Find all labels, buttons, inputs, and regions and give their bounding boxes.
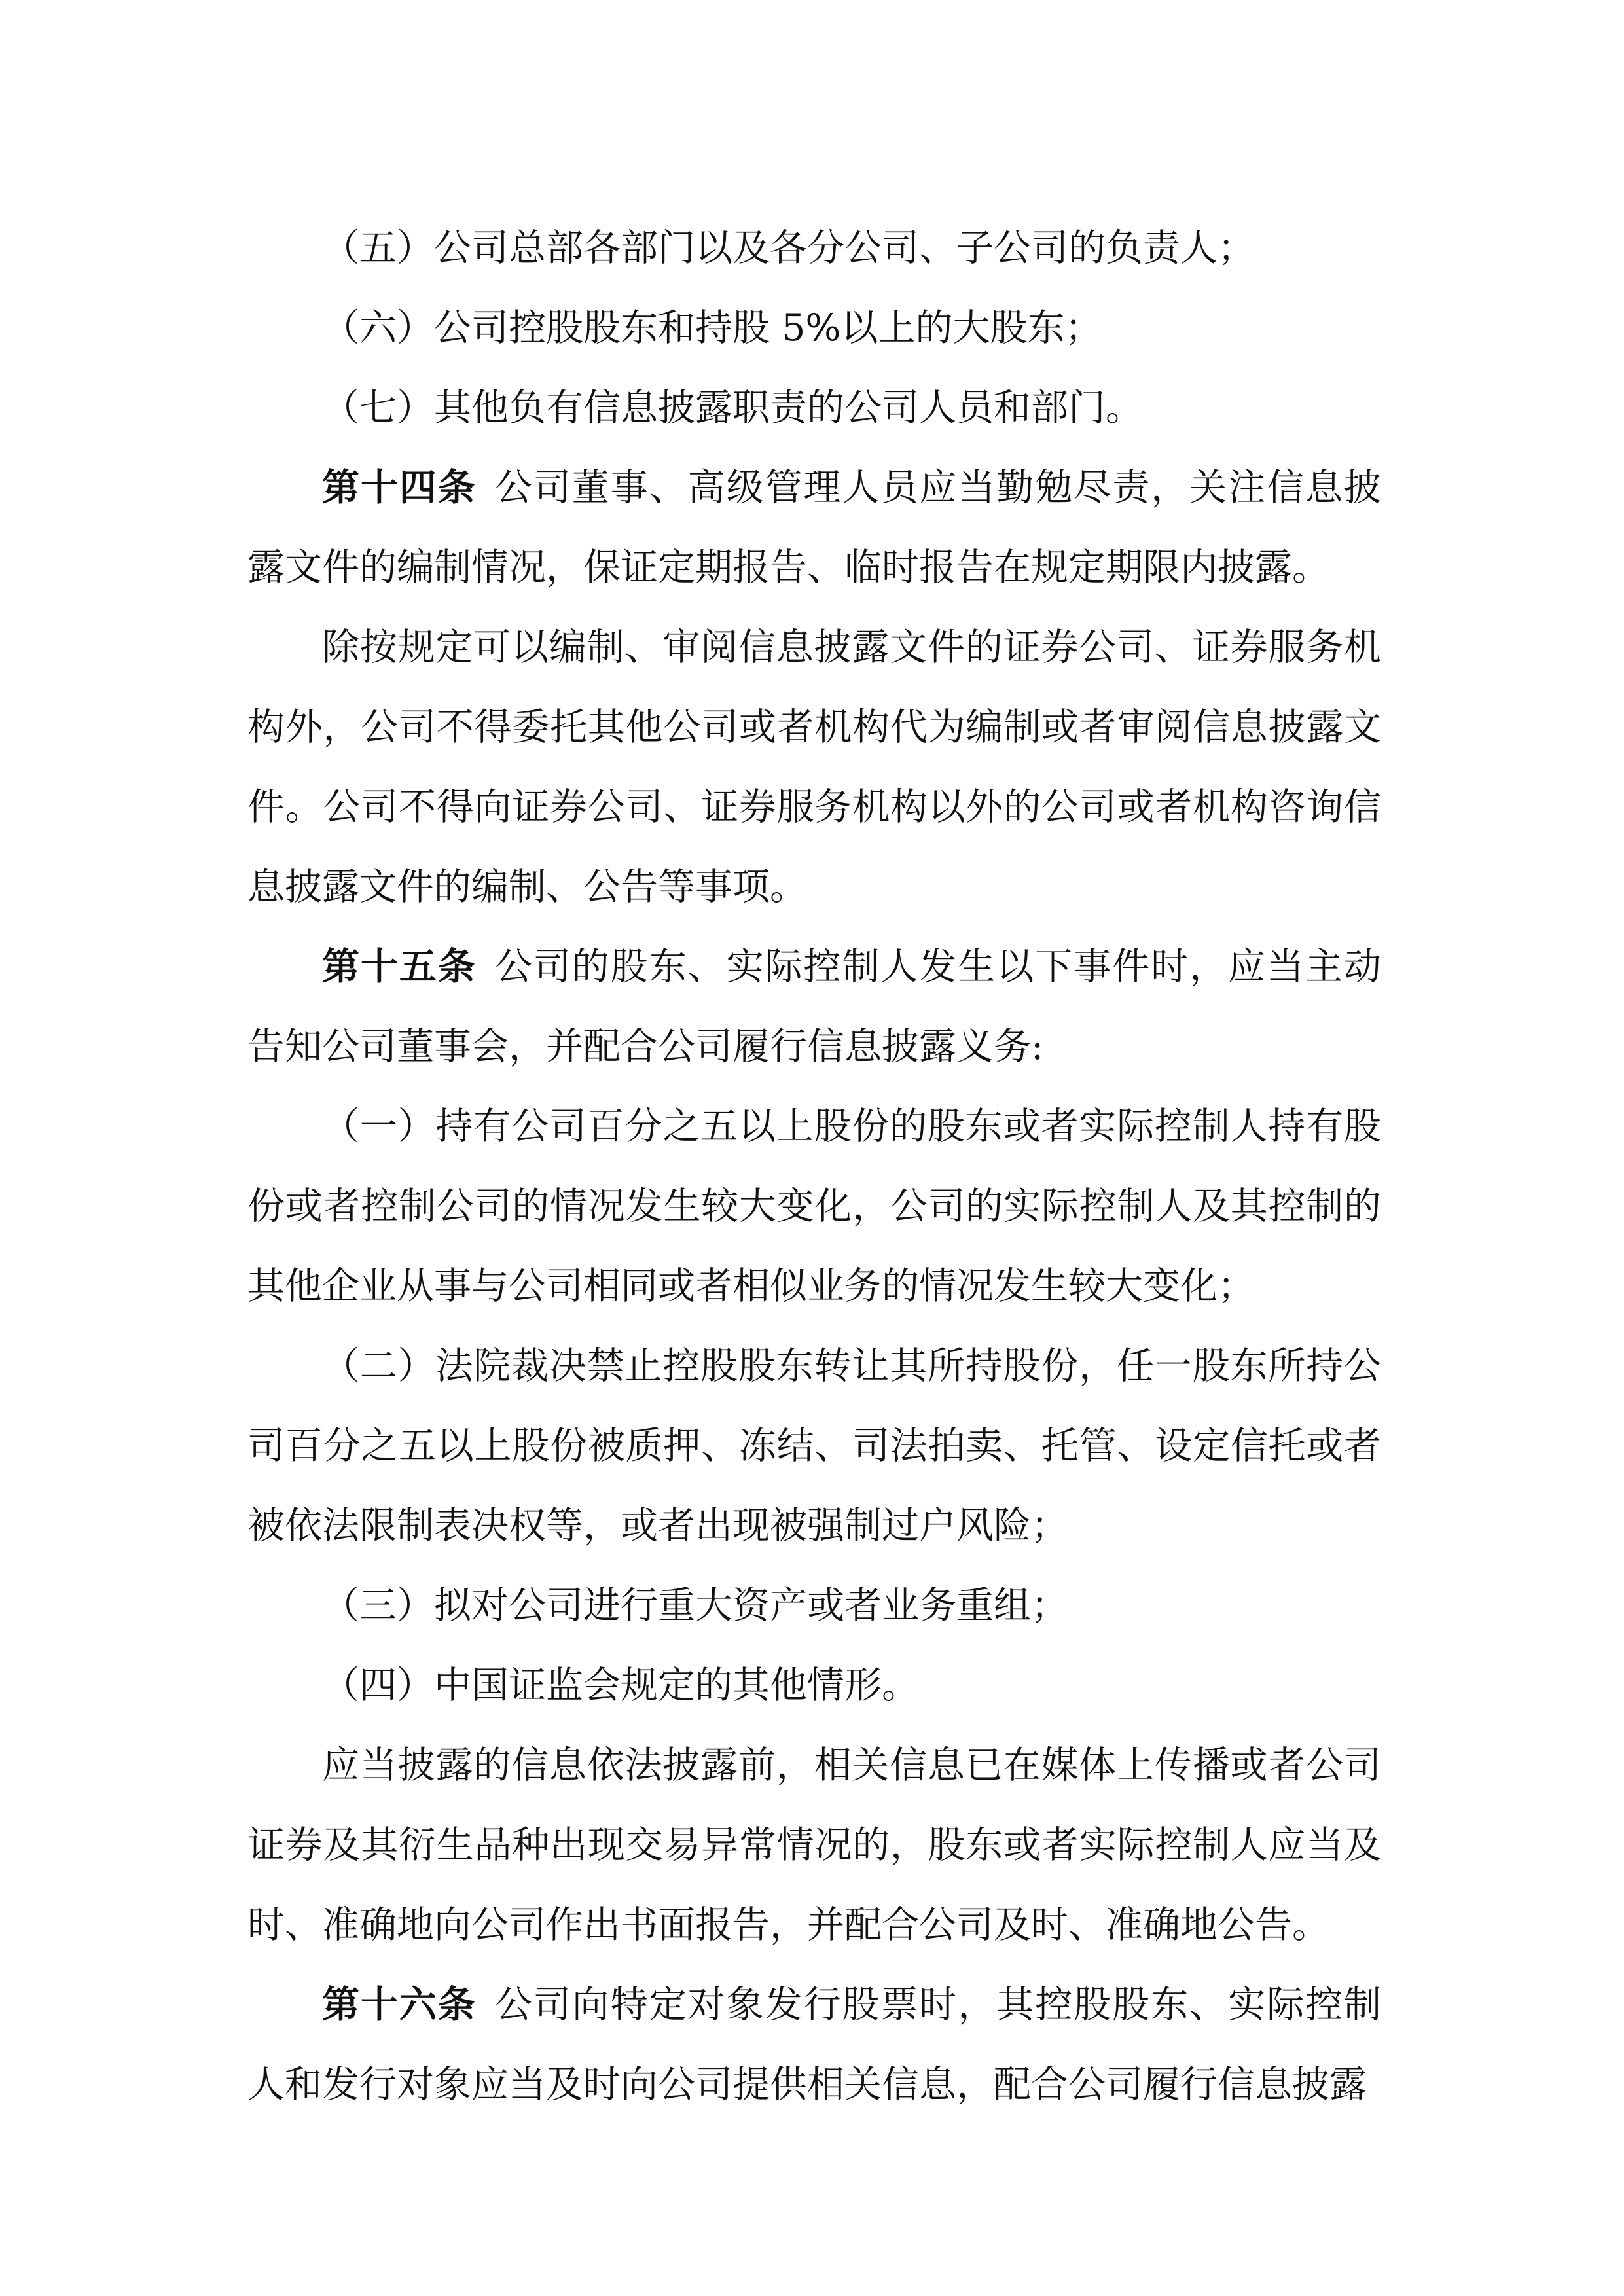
article-15-item-4 [247,1645,1381,1725]
paragraph-text: 应当披露的信息依法披露前，相关信息已在媒体上传播或者公司证券及其衍生品种出现交易异常情况的，股东或者实际控制人应当及时、准确地向公司作出书面报告，并配合公司及时、准确地公告。 [247,1744,1381,1946]
list-item-6 [247,288,1381,368]
list-item-5 [247,208,1381,288]
paragraph-text: （七）其他负有信息披露职责的公司人员和部门。 [322,386,1143,429]
paragraph-text: （三）拟对公司进行重大资产或者业务重组； [322,1584,1068,1627]
article-15 [247,927,1381,1086]
paragraph-text: （一）持有公司百分之五以上股份的股东或者实际控制人持有股份或者控制公司的情况发生较大变化，公司的实际控制人及其控制的其他企业从事与公司相同或者相似业务的情况发生较大变化； [247,1105,1381,1308]
article-number: 第十四条 [322,466,477,509]
paragraph-text: 公司董事、高级管理人员应当勤勉尽责，关注信息披露文件的编制情况，保证定期报告、临时报告在规定期限内披露。 [247,466,1382,589]
article-number: 第十六条 [322,1983,477,2026]
paragraph-text: （四）中国证监会规定的其他情形。 [322,1664,919,1707]
list-item-7 [247,368,1381,448]
paragraph-text: 公司向特定对象发行股票时，其控股股东、实际控制人和发行对象应当及时向公司提供相关信息，配合公司履行信息披露 [247,1983,1382,2106]
article-15-item-3 [247,1566,1381,1645]
paragraph-text: （二）法院裁决禁止控股股东转让其所持股份，任一股东所持公司百分之五以上股份被质押、冻结、司法拍卖、托管、设定信托或者被依法限制表决权等，或者出现被强制过户风险； [247,1344,1381,1547]
article-16 [247,1965,1381,2125]
article-14-body [247,607,1381,927]
paragraph-text: （五）公司总部各部门以及各分公司、子公司的负责人； [322,226,1255,270]
paragraph-text: 公司的股东、实际控制人发生以下事件时，应当主动告知公司董事会，并配合公司履行信息披露义务: [247,945,1382,1068]
article-14 [247,448,1381,607]
article-15-item-2 [247,1326,1381,1566]
paragraph-text: 除按规定可以编制、审阅信息披露文件的证券公司、证券服务机构外，公司不得委托其他公司或者机构代为编制或者审阅信息披露文件。公司不得向证券公司、证券服务机构以外的公司或者机构咨询信息披露文件的编制、公告等事项。 [247,626,1381,908]
article-number: 第十五条 [322,945,477,988]
article-15-item-1 [247,1086,1381,1326]
article-15-closing [247,1725,1381,1965]
paragraph-text: （六）公司控股股东和持股 5%以上的大股东； [322,306,1102,350]
document-page [247,208,1381,2125]
